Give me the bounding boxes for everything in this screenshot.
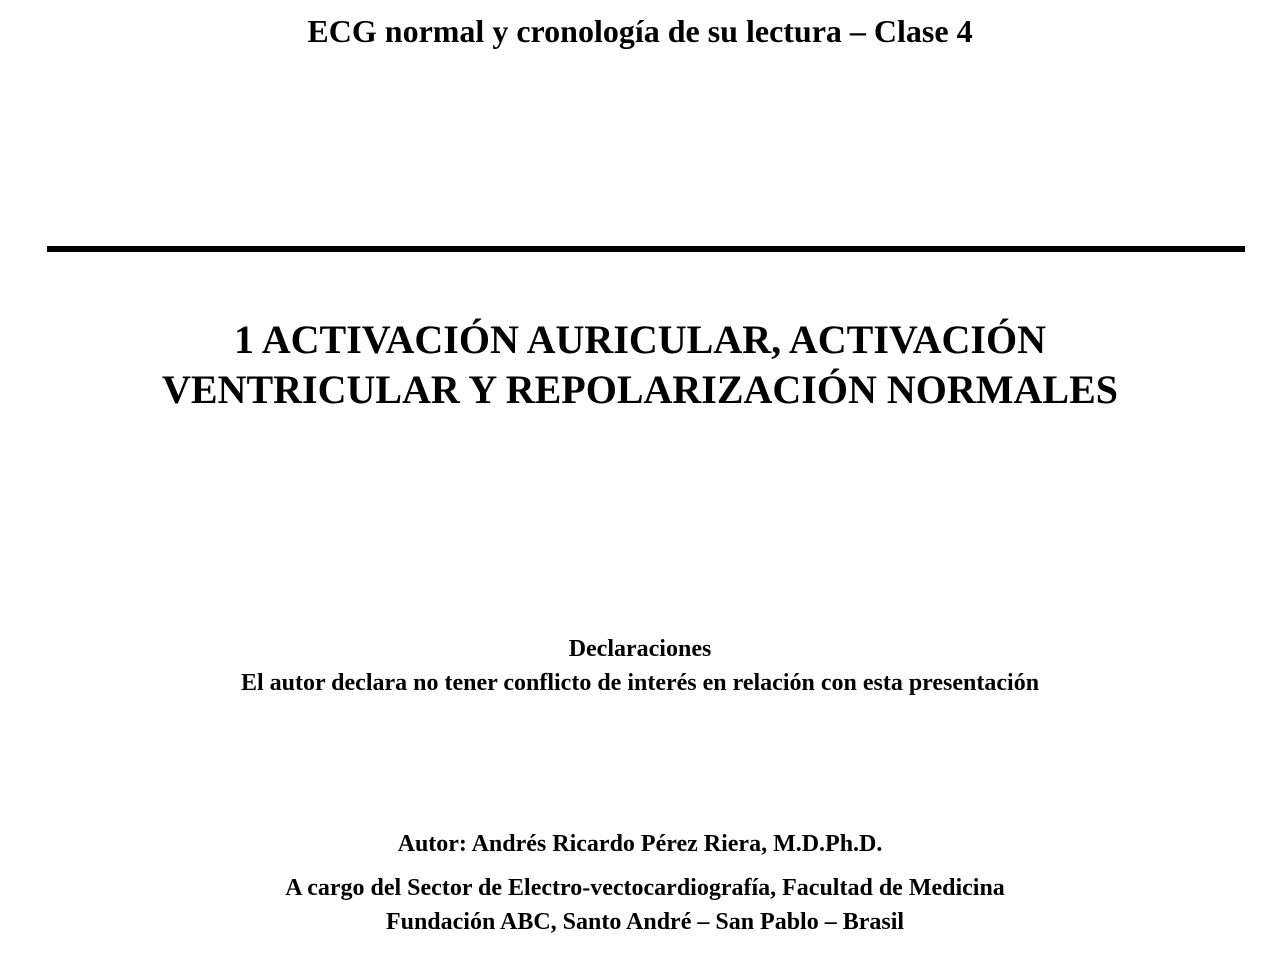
declarations-heading: Declaraciones: [568, 636, 712, 662]
main-title-line-2: VENTRICULAR Y REPOLARIZACIÓN NORMALES: [161, 367, 1118, 412]
horizontal-divider: [47, 246, 1245, 252]
main-title: [0, 315, 1280, 415]
header-title: ECG normal y cronología de su lectura – Clase 4: [307, 13, 973, 49]
author-line: Autor: Andrés Ricardo Pérez Riera, M.D.Ph.D.: [397, 831, 883, 857]
declarations-statement: El autor declara no tener conflicto de interés en relación con esta presentación: [240, 670, 1040, 696]
affiliation-block: [0, 871, 1280, 939]
affiliation-line-2: Fundación ABC, Santo André – San Pablo – Brasil: [385, 909, 905, 935]
main-title-line-1: 1 ACTIVACIÓN AURICULAR, ACTIVACIÓN: [233, 317, 1046, 362]
affiliation-line-1: A cargo del Sector de Electro-vectocardiografía, Facultad de Medicina: [285, 875, 1005, 901]
declarations-block: [0, 632, 1280, 700]
